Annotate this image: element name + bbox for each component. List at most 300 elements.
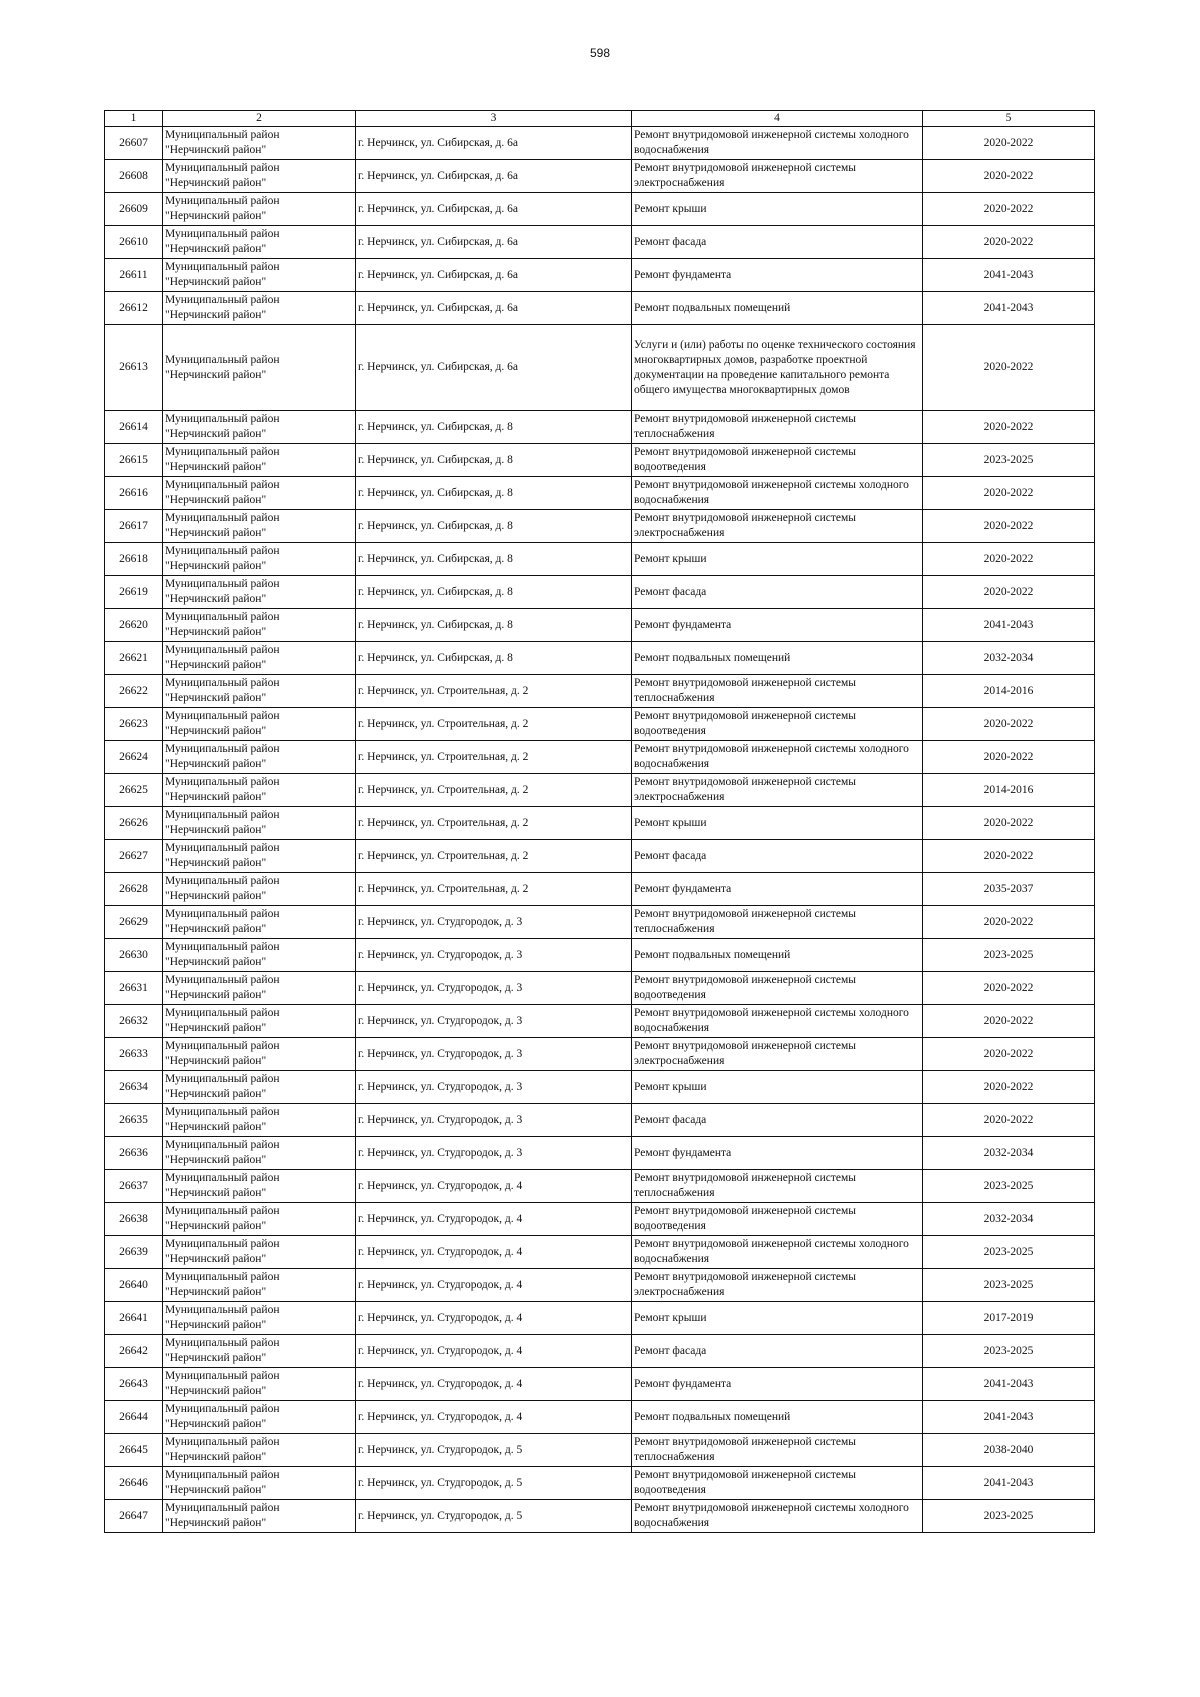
municipality-cell [163, 1203, 356, 1236]
address-cell: г. Нерчинск, ул. Студгородок, д. 4 [356, 1368, 632, 1401]
table-row [105, 1104, 1095, 1137]
municipality-line-1: Муниципальный район [165, 1040, 280, 1052]
row-number: 26623 [105, 708, 163, 741]
row-number: 26612 [105, 292, 163, 325]
address-cell: г. Нерчинск, ул. Студгородок, д. 4 [356, 1302, 632, 1335]
municipality-cell [163, 609, 356, 642]
period-cell: 2014-2016 [923, 774, 1095, 807]
table-row [105, 1368, 1095, 1401]
address-cell: г. Нерчинск, ул. Студгородок, д. 3 [356, 1038, 632, 1071]
period-cell: 2038-2040 [923, 1434, 1095, 1467]
row-number: 26611 [105, 259, 163, 292]
period-cell: 2020-2022 [923, 226, 1095, 259]
municipality-line-2: "Нерчинский район" [165, 1352, 267, 1364]
period-cell: 2020-2022 [923, 1071, 1095, 1104]
page-number: 598 [589, 46, 611, 60]
table-row [105, 840, 1095, 873]
municipality-cell [163, 1500, 356, 1533]
work-type-cell: Ремонт внутридомовой инженерной системы теплоснабжения [632, 1170, 923, 1203]
table-row [105, 1005, 1095, 1038]
municipality-line-1: Муниципальный район [165, 1436, 280, 1448]
municipality-cell [163, 1071, 356, 1104]
municipality-line-1: Муниципальный район [165, 1370, 280, 1382]
table-row [105, 127, 1095, 160]
period-cell: 2041-2043 [923, 1467, 1095, 1500]
municipality-cell [163, 1104, 356, 1137]
table-row [105, 1203, 1095, 1236]
address-cell: г. Нерчинск, ул. Сибирская, д. 8 [356, 510, 632, 543]
municipality-line-2: "Нерчинский район" [165, 923, 267, 935]
address-cell: г. Нерчинск, ул. Сибирская, д. 8 [356, 609, 632, 642]
period-cell: 2020-2022 [923, 906, 1095, 939]
municipality-line-2: "Нерчинский район" [165, 857, 267, 869]
municipality-line-1: Муниципальный район [165, 512, 280, 524]
municipality-line-1: Муниципальный район [165, 677, 280, 689]
work-type-cell: Ремонт внутридомовой инженерной системы водоотведения [632, 1467, 923, 1500]
column-header-5: 5 [923, 111, 1095, 127]
period-cell: 2020-2022 [923, 741, 1095, 774]
municipality-line-2: "Нерчинский район" [165, 144, 267, 156]
address-cell: г. Нерчинск, ул. Строительная, д. 2 [356, 741, 632, 774]
period-cell: 2023-2025 [923, 444, 1095, 477]
column-header-2: 2 [163, 111, 356, 127]
row-number: 26615 [105, 444, 163, 477]
address-cell: г. Нерчинск, ул. Студгородок, д. 4 [356, 1335, 632, 1368]
address-cell: г. Нерчинск, ул. Студгородок, д. 4 [356, 1170, 632, 1203]
address-cell: г. Нерчинск, ул. Сибирская, д. 6а [356, 160, 632, 193]
period-cell: 2041-2043 [923, 292, 1095, 325]
municipality-line-2: "Нерчинский район" [165, 1088, 267, 1100]
work-type-cell: Ремонт внутридомовой инженерной системы теплоснабжения [632, 906, 923, 939]
period-cell: 2020-2022 [923, 543, 1095, 576]
municipality-cell [163, 292, 356, 325]
municipality-cell [163, 1269, 356, 1302]
municipality-line-1: Муниципальный район [165, 776, 280, 788]
period-cell: 2023-2025 [923, 1500, 1095, 1533]
table-row [105, 1401, 1095, 1434]
row-number: 26630 [105, 939, 163, 972]
period-cell: 2032-2034 [923, 642, 1095, 675]
period-cell: 2023-2025 [923, 939, 1095, 972]
table-row [105, 939, 1095, 972]
row-number: 26645 [105, 1434, 163, 1467]
table-row [105, 444, 1095, 477]
table-row [105, 1170, 1095, 1203]
municipality-line-2: "Нерчинский район" [165, 725, 267, 737]
period-cell: 2023-2025 [923, 1236, 1095, 1269]
table-row [105, 193, 1095, 226]
work-type-cell: Ремонт подвальных помещений [632, 939, 923, 972]
work-type-cell: Ремонт фасада [632, 576, 923, 609]
address-cell: г. Нерчинск, ул. Сибирская, д. 8 [356, 576, 632, 609]
address-cell: г. Нерчинск, ул. Сибирская, д. 6а [356, 127, 632, 160]
work-type-cell: Ремонт внутридомовой инженерной системы холодного водоснабжения [632, 127, 923, 160]
period-cell: 2023-2025 [923, 1335, 1095, 1368]
column-header-4: 4 [632, 111, 923, 127]
address-cell: г. Нерчинск, ул. Студгородок, д. 5 [356, 1434, 632, 1467]
period-cell: 2020-2022 [923, 1104, 1095, 1137]
row-number: 26631 [105, 972, 163, 1005]
address-cell: г. Нерчинск, ул. Строительная, д. 2 [356, 774, 632, 807]
work-type-cell: Ремонт фундамента [632, 1137, 923, 1170]
municipality-cell [163, 807, 356, 840]
row-number: 26632 [105, 1005, 163, 1038]
municipality-cell [163, 477, 356, 510]
municipality-cell [163, 127, 356, 160]
period-cell: 2020-2022 [923, 807, 1095, 840]
period-cell: 2041-2043 [923, 1368, 1095, 1401]
table-header [105, 111, 1095, 127]
address-cell: г. Нерчинск, ул. Студгородок, д. 3 [356, 972, 632, 1005]
row-number: 26621 [105, 642, 163, 675]
municipality-cell [163, 226, 356, 259]
municipality-line-1: Муниципальный район [165, 611, 280, 623]
row-number: 26610 [105, 226, 163, 259]
address-cell: г. Нерчинск, ул. Студгородок, д. 3 [356, 1071, 632, 1104]
row-number: 26616 [105, 477, 163, 510]
municipality-line-2: "Нерчинский район" [165, 428, 267, 440]
table-row [105, 325, 1095, 411]
work-type-cell: Ремонт подвальных помещений [632, 642, 923, 675]
table-row [105, 708, 1095, 741]
address-cell: г. Нерчинск, ул. Студгородок, д. 5 [356, 1467, 632, 1500]
address-cell: г. Нерчинск, ул. Сибирская, д. 8 [356, 543, 632, 576]
municipality-line-1: Муниципальный район [165, 974, 280, 986]
municipality-line-2: "Нерчинский район" [165, 527, 267, 539]
municipality-cell [163, 873, 356, 906]
municipality-cell [163, 741, 356, 774]
work-type-cell: Ремонт фундамента [632, 873, 923, 906]
table-row [105, 1038, 1095, 1071]
municipality-line-1: Муниципальный район [165, 1238, 280, 1250]
municipality-line-2: "Нерчинский район" [165, 1319, 267, 1331]
row-number: 26635 [105, 1104, 163, 1137]
address-cell: г. Нерчинск, ул. Студгородок, д. 4 [356, 1269, 632, 1302]
municipality-line-2: "Нерчинский район" [165, 1253, 267, 1265]
work-type-cell: Ремонт фасада [632, 226, 923, 259]
work-type-cell: Ремонт фундамента [632, 609, 923, 642]
work-type-cell: Ремонт внутридомовой инженерной системы водоотведения [632, 708, 923, 741]
row-number: 26641 [105, 1302, 163, 1335]
period-cell: 2020-2022 [923, 477, 1095, 510]
municipality-cell [163, 840, 356, 873]
table-body [105, 127, 1095, 1533]
row-number: 26608 [105, 160, 163, 193]
table-row [105, 226, 1095, 259]
municipality-line-2: "Нерчинский район" [165, 1385, 267, 1397]
row-number: 26634 [105, 1071, 163, 1104]
period-cell: 2020-2022 [923, 325, 1095, 411]
row-number: 26617 [105, 510, 163, 543]
table-row [105, 292, 1095, 325]
work-type-cell: Ремонт внутридомовой инженерной системы водоотведения [632, 1203, 923, 1236]
municipality-line-2: "Нерчинский район" [165, 177, 267, 189]
municipality-line-2: "Нерчинский район" [165, 890, 267, 902]
address-cell: г. Нерчинск, ул. Студгородок, д. 3 [356, 1137, 632, 1170]
municipality-line-2: "Нерчинский район" [165, 1286, 267, 1298]
address-cell: г. Нерчинск, ул. Студгородок, д. 3 [356, 906, 632, 939]
municipality-line-2: "Нерчинский район" [165, 1187, 267, 1199]
table-row [105, 477, 1095, 510]
work-type-cell: Ремонт подвальных помещений [632, 292, 923, 325]
municipality-line-1: Муниципальный район [165, 162, 280, 174]
address-cell: г. Нерчинск, ул. Строительная, д. 2 [356, 873, 632, 906]
municipality-line-2: "Нерчинский район" [165, 1121, 267, 1133]
period-cell: 2020-2022 [923, 411, 1095, 444]
work-type-cell: Ремонт внутридомовой инженерной системы холодного водоснабжения [632, 1236, 923, 1269]
municipality-line-1: Муниципальный район [165, 1073, 280, 1085]
municipality-line-2: "Нерчинский район" [165, 309, 267, 321]
address-cell: г. Нерчинск, ул. Сибирская, д. 6а [356, 259, 632, 292]
row-number: 26647 [105, 1500, 163, 1533]
address-cell: г. Нерчинск, ул. Сибирская, д. 8 [356, 411, 632, 444]
period-cell: 2023-2025 [923, 1170, 1095, 1203]
municipality-line-1: Муниципальный район [165, 1403, 280, 1415]
municipality-cell [163, 510, 356, 543]
municipality-line-2: "Нерчинский район" [165, 626, 267, 638]
municipality-line-2: "Нерчинский район" [165, 824, 267, 836]
municipality-line-1: Муниципальный район [165, 1469, 280, 1481]
row-number: 26622 [105, 675, 163, 708]
address-cell: г. Нерчинск, ул. Сибирская, д. 6а [356, 325, 632, 411]
municipality-cell [163, 1467, 356, 1500]
municipality-line-2: "Нерчинский район" [165, 276, 267, 288]
period-cell: 2023-2025 [923, 1269, 1095, 1302]
period-cell: 2032-2034 [923, 1203, 1095, 1236]
table-row [105, 543, 1095, 576]
period-cell: 2020-2022 [923, 127, 1095, 160]
municipality-line-1: Муниципальный район [165, 1304, 280, 1316]
row-number: 26619 [105, 576, 163, 609]
table-row [105, 873, 1095, 906]
table-row [105, 411, 1095, 444]
work-type-cell: Ремонт крыши [632, 1302, 923, 1335]
row-number: 26627 [105, 840, 163, 873]
work-type-cell: Ремонт внутридомовой инженерной системы теплоснабжения [632, 1434, 923, 1467]
municipality-line-2: "Нерчинский район" [165, 560, 267, 572]
row-number: 26614 [105, 411, 163, 444]
municipality-line-1: Муниципальный район [165, 261, 280, 273]
municipality-line-1: Муниципальный район [165, 1172, 280, 1184]
municipality-cell [163, 411, 356, 444]
period-cell: 2020-2022 [923, 1005, 1095, 1038]
address-cell: г. Нерчинск, ул. Строительная, д. 2 [356, 807, 632, 840]
address-cell: г. Нерчинск, ул. Студгородок, д. 4 [356, 1401, 632, 1434]
work-type-cell: Ремонт крыши [632, 807, 923, 840]
table-row [105, 972, 1095, 1005]
period-cell: 2041-2043 [923, 1401, 1095, 1434]
municipality-line-2: "Нерчинский район" [165, 1451, 267, 1463]
address-cell: г. Нерчинск, ул. Сибирская, д. 8 [356, 444, 632, 477]
row-number: 26618 [105, 543, 163, 576]
address-cell: г. Нерчинск, ул. Сибирская, д. 6а [356, 226, 632, 259]
municipality-cell [163, 1401, 356, 1434]
work-type-cell: Ремонт внутридомовой инженерной системы холодного водоснабжения [632, 1005, 923, 1038]
table-row [105, 576, 1095, 609]
period-cell: 2041-2043 [923, 259, 1095, 292]
municipality-line-1: Муниципальный район [165, 743, 280, 755]
municipality-line-2: "Нерчинский район" [165, 494, 267, 506]
row-number: 26629 [105, 906, 163, 939]
period-cell: 2020-2022 [923, 708, 1095, 741]
address-cell: г. Нерчинск, ул. Строительная, д. 2 [356, 708, 632, 741]
municipality-cell [163, 675, 356, 708]
row-number: 26640 [105, 1269, 163, 1302]
address-cell: г. Нерчинск, ул. Студгородок, д. 3 [356, 1005, 632, 1038]
work-type-cell: Ремонт фундамента [632, 1368, 923, 1401]
municipality-cell [163, 1170, 356, 1203]
municipality-cell [163, 160, 356, 193]
municipality-line-1: Муниципальный район [165, 875, 280, 887]
work-type-cell: Ремонт крыши [632, 543, 923, 576]
table-row [105, 1335, 1095, 1368]
period-cell: 2032-2034 [923, 1137, 1095, 1170]
municipality-line-1: Муниципальный район [165, 1106, 280, 1118]
row-number: 26613 [105, 325, 163, 411]
municipality-line-2: "Нерчинский район" [165, 1022, 267, 1034]
municipality-line-1: Муниципальный район [165, 1007, 280, 1019]
table-row [105, 642, 1095, 675]
municipality-line-1: Муниципальный район [165, 1337, 280, 1349]
municipality-cell [163, 444, 356, 477]
work-type-cell: Ремонт внутридомовой инженерной системы холодного водоснабжения [632, 477, 923, 510]
municipality-line-2: "Нерчинский район" [165, 461, 267, 473]
row-number: 26626 [105, 807, 163, 840]
period-cell: 2020-2022 [923, 1038, 1095, 1071]
table-row [105, 510, 1095, 543]
municipality-line-1: Муниципальный район [165, 710, 280, 722]
municipality-cell [163, 1038, 356, 1071]
work-type-cell: Ремонт крыши [632, 193, 923, 226]
municipality-line-2: "Нерчинский район" [165, 659, 267, 671]
municipality-line-1: Муниципальный район [165, 129, 280, 141]
repair-schedule-table [104, 110, 1095, 1533]
table-row [105, 1434, 1095, 1467]
table-row [105, 906, 1095, 939]
municipality-cell [163, 1137, 356, 1170]
table-row [105, 1269, 1095, 1302]
municipality-line-1: Муниципальный район [165, 353, 280, 366]
work-type-cell: Ремонт внутридомовой инженерной системы холодного водоснабжения [632, 1500, 923, 1533]
work-type-cell: Ремонт внутридомовой инженерной системы электроснабжения [632, 774, 923, 807]
table-row [105, 1137, 1095, 1170]
municipality-line-1: Муниципальный район [165, 809, 280, 821]
municipality-line-1: Муниципальный район [165, 1502, 280, 1514]
municipality-line-1: Муниципальный район [165, 1139, 280, 1151]
work-type-cell: Ремонт внутридомовой инженерной системы теплоснабжения [632, 411, 923, 444]
address-cell: г. Нерчинск, ул. Строительная, д. 2 [356, 675, 632, 708]
work-type-cell: Ремонт фасада [632, 1335, 923, 1368]
municipality-line-2: "Нерчинский район" [165, 692, 267, 704]
municipality-line-2: "Нерчинский район" [165, 368, 267, 381]
period-cell: 2020-2022 [923, 193, 1095, 226]
municipality-cell [163, 193, 356, 226]
municipality-line-2: "Нерчинский район" [165, 1055, 267, 1067]
municipality-line-2: "Нерчинский район" [165, 758, 267, 770]
period-cell: 2020-2022 [923, 576, 1095, 609]
municipality-line-2: "Нерчинский район" [165, 210, 267, 222]
municipality-cell [163, 774, 356, 807]
address-cell: г. Нерчинск, ул. Сибирская, д. 6а [356, 193, 632, 226]
municipality-cell [163, 642, 356, 675]
work-type-cell: Ремонт фасада [632, 840, 923, 873]
municipality-line-1: Муниципальный район [165, 228, 280, 240]
table-row [105, 1467, 1095, 1500]
period-cell: 2020-2022 [923, 510, 1095, 543]
row-number: 26620 [105, 609, 163, 642]
work-type-cell: Ремонт внутридомовой инженерной системы электроснабжения [632, 1269, 923, 1302]
row-number: 26609 [105, 193, 163, 226]
column-header-3: 3 [356, 111, 632, 127]
municipality-line-2: "Нерчинский район" [165, 243, 267, 255]
municipality-line-2: "Нерчинский район" [165, 989, 267, 1001]
municipality-line-2: "Нерчинский район" [165, 1418, 267, 1430]
municipality-cell [163, 1236, 356, 1269]
row-number: 26637 [105, 1170, 163, 1203]
municipality-cell [163, 576, 356, 609]
municipality-line-1: Муниципальный район [165, 842, 280, 854]
municipality-cell [163, 259, 356, 292]
address-cell: г. Нерчинск, ул. Сибирская, д. 8 [356, 642, 632, 675]
municipality-line-2: "Нерчинский район" [165, 1484, 267, 1496]
table-row [105, 1500, 1095, 1533]
work-type-cell: Услуги и (или) работы по оценке технического состояния многоквартирных домов, разработке проектной документации на проведение капитального ремонта общего имущества многоквартирных домов [632, 325, 923, 411]
work-type-cell: Ремонт внутридомовой инженерной системы электроснабжения [632, 510, 923, 543]
work-type-cell: Ремонт крыши [632, 1071, 923, 1104]
work-type-cell: Ремонт внутридомовой инженерной системы теплоснабжения [632, 675, 923, 708]
municipality-cell [163, 1005, 356, 1038]
row-number: 26638 [105, 1203, 163, 1236]
municipality-line-1: Муниципальный район [165, 195, 280, 207]
row-number: 26625 [105, 774, 163, 807]
work-type-cell: Ремонт внутридомовой инженерной системы холодного водоснабжения [632, 741, 923, 774]
municipality-line-2: "Нерчинский район" [165, 956, 267, 968]
municipality-line-1: Муниципальный район [165, 941, 280, 953]
period-cell: 2014-2016 [923, 675, 1095, 708]
municipality-line-1: Муниципальный район [165, 644, 280, 656]
municipality-line-1: Муниципальный район [165, 413, 280, 425]
address-cell: г. Нерчинск, ул. Студгородок, д. 3 [356, 939, 632, 972]
municipality-cell [163, 906, 356, 939]
municipality-cell [163, 325, 356, 411]
municipality-line-1: Муниципальный район [165, 578, 280, 590]
municipality-cell [163, 543, 356, 576]
row-number: 26624 [105, 741, 163, 774]
municipality-cell [163, 972, 356, 1005]
table-row [105, 741, 1095, 774]
work-type-cell: Ремонт внутридомовой инженерной системы электроснабжения [632, 1038, 923, 1071]
row-number: 26644 [105, 1401, 163, 1434]
address-cell: г. Нерчинск, ул. Студгородок, д. 4 [356, 1203, 632, 1236]
column-header-1: 1 [105, 111, 163, 127]
table-row [105, 807, 1095, 840]
municipality-cell [163, 1335, 356, 1368]
period-cell: 2017-2019 [923, 1302, 1095, 1335]
table-row [105, 160, 1095, 193]
municipality-line-1: Муниципальный район [165, 446, 280, 458]
address-cell: г. Нерчинск, ул. Сибирская, д. 8 [356, 477, 632, 510]
municipality-line-1: Муниципальный район [165, 908, 280, 920]
municipality-line-2: "Нерчинский район" [165, 791, 267, 803]
municipality-cell [163, 1368, 356, 1401]
address-cell: г. Нерчинск, ул. Строительная, д. 2 [356, 840, 632, 873]
work-type-cell: Ремонт внутридомовой инженерной системы водоотведения [632, 444, 923, 477]
row-number: 26628 [105, 873, 163, 906]
work-type-cell: Ремонт фундамента [632, 259, 923, 292]
row-number: 26642 [105, 1335, 163, 1368]
municipality-cell [163, 939, 356, 972]
work-type-cell: Ремонт подвальных помещений [632, 1401, 923, 1434]
